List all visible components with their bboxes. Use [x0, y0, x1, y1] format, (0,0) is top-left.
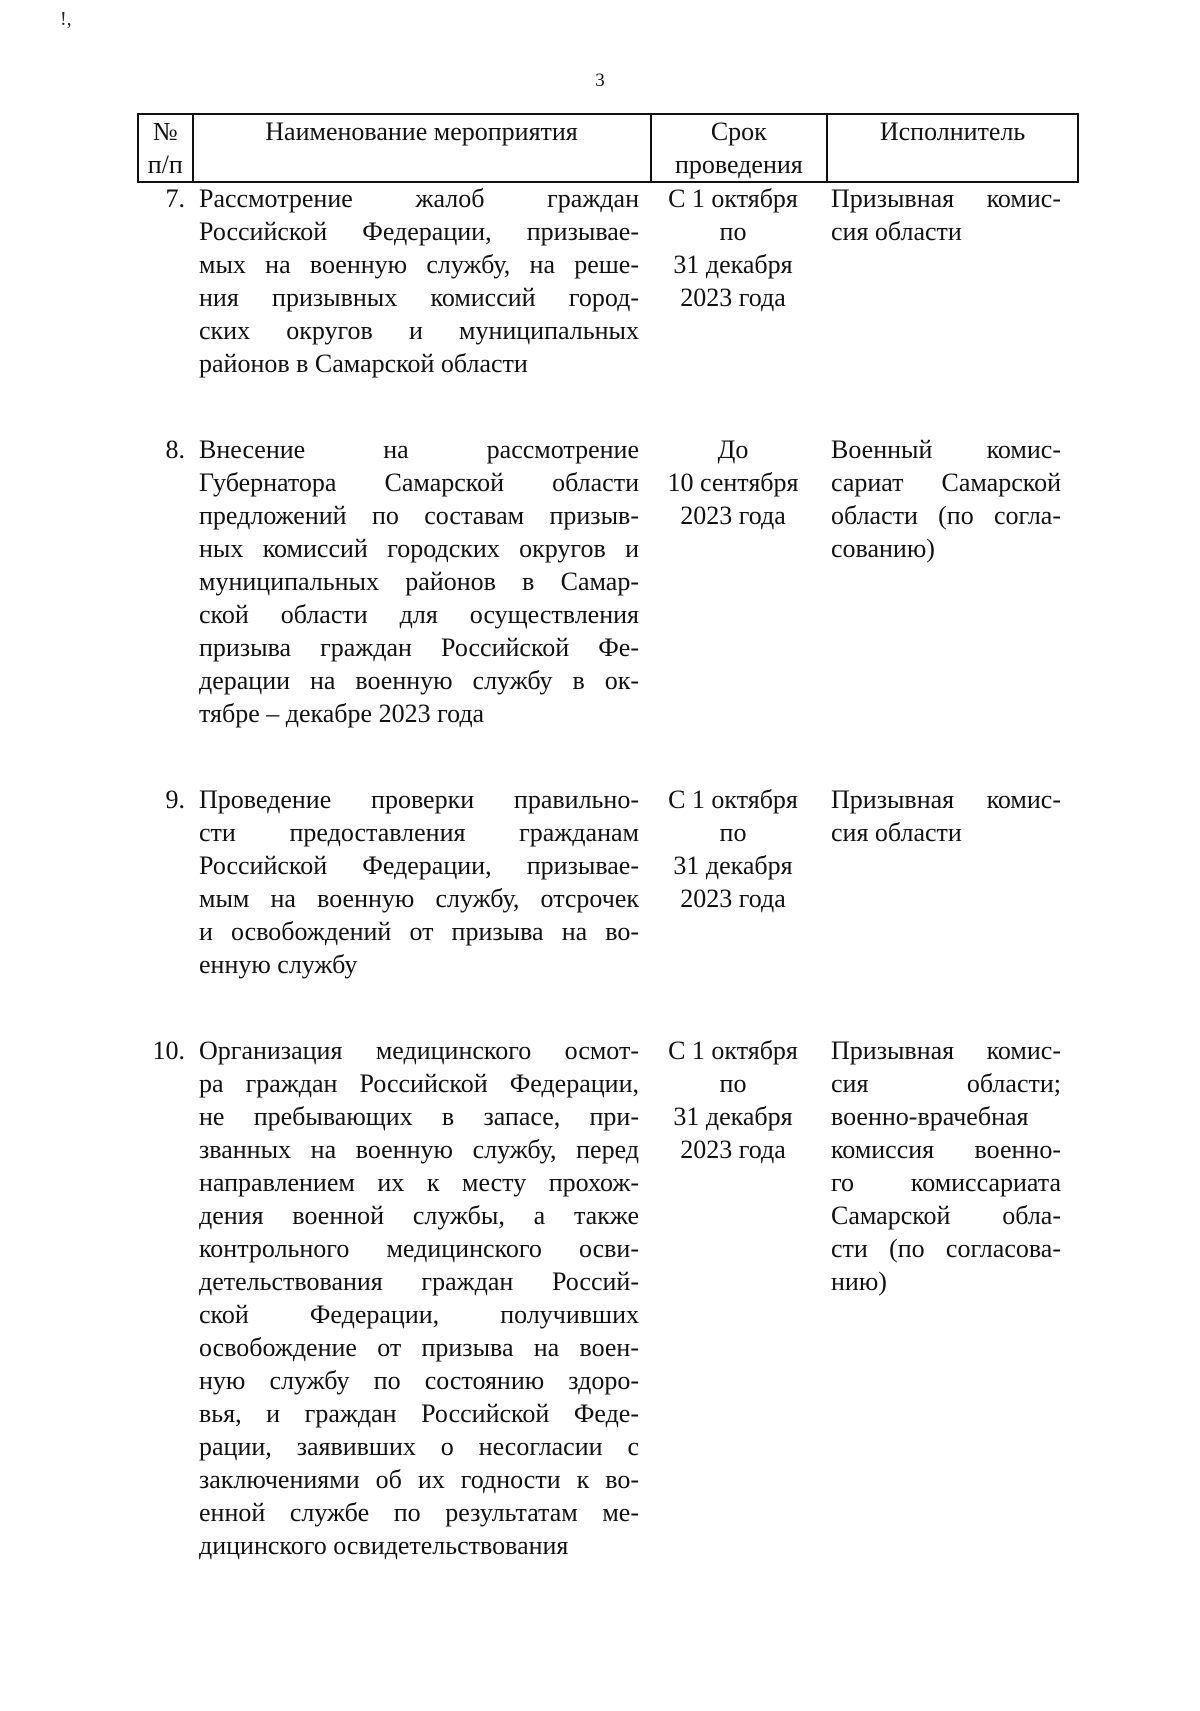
row-executor: Военный комис- сариат Самарской области (по согла- сованию) — [831, 435, 1061, 563]
page-number: 3 — [595, 70, 605, 91]
row-number: 8. — [165, 435, 185, 464]
row-executor: Призывная комис- сия области — [831, 785, 1061, 847]
row-activity-name: Проведение проверки правильно- сти предоставления гражданам Российской Федерации, призывае- мым на военную службу, отсрочек и освобождений от призыва на во- енную службу — [199, 785, 639, 979]
row-activity-name: Организация медицинского осмот- ра граждан Российской Федерации, не пребывающих в запасе, при- званных на военную службу, перед направлением их к месту прохож- дения военной службы, а также контрольного медицинского осви- детельствования граждан Россий- ской Федерации, получивших освобождение от призыва на воен- ную службу по состоянию здоро- вья, и граждан Российской Феде- рации, заявивших о несогласии с заключениями об их годности к во- енной службе по результатам ме- дицинского освидетельствования — [199, 1036, 639, 1560]
table-row — [137, 783, 1079, 981]
table-row — [137, 1034, 1079, 1562]
header-executor: Исполнитель — [827, 114, 1078, 182]
table-header — [137, 113, 1079, 183]
row-activity-name: Внесение на рассмотрение Губернатора Самарской области предложений по составам призыв- ных комиссий городских округов и муниципальных районов в Самар- ской области для осуществления призыва граждан Российской Фе- дерации на военную службу в ок- тябре – декабре 2023 года — [199, 435, 639, 728]
row-deadline: До 10 сентября 2023 года — [667, 435, 799, 530]
row-executor: Призывная комис- сия области — [831, 184, 1061, 246]
table-row — [137, 182, 1079, 380]
row-number: 10. — [152, 1036, 185, 1065]
row-number: 9. — [165, 785, 185, 814]
header-num: № п/п — [138, 114, 193, 182]
row-number: 7. — [165, 184, 185, 213]
table-body — [137, 182, 1079, 1615]
corner-mark: !, — [60, 8, 72, 30]
table-row — [137, 433, 1079, 730]
row-deadline: С 1 октября по 31 декабря 2023 года — [668, 785, 798, 913]
row-deadline: С 1 октября по 31 декабря 2023 года — [668, 1036, 798, 1164]
row-activity-name: Рассмотрение жалоб граждан Российской Федерации, призывае- мых на военную службу, на реше- ния призывных комиссий город- ских округов и муниципальных районов в Самарской области — [199, 184, 639, 378]
row-deadline: С 1 октября по 31 декабря 2023 года — [668, 184, 798, 312]
header-date: Срок проведения — [651, 114, 828, 182]
row-executor: Призывная комис- сия области; военно-врачебная комиссия военно- го комиссариата Самарской обла- сти (по согласова- нию) — [831, 1036, 1061, 1296]
header-name: Наименование мероприятия — [193, 114, 651, 182]
